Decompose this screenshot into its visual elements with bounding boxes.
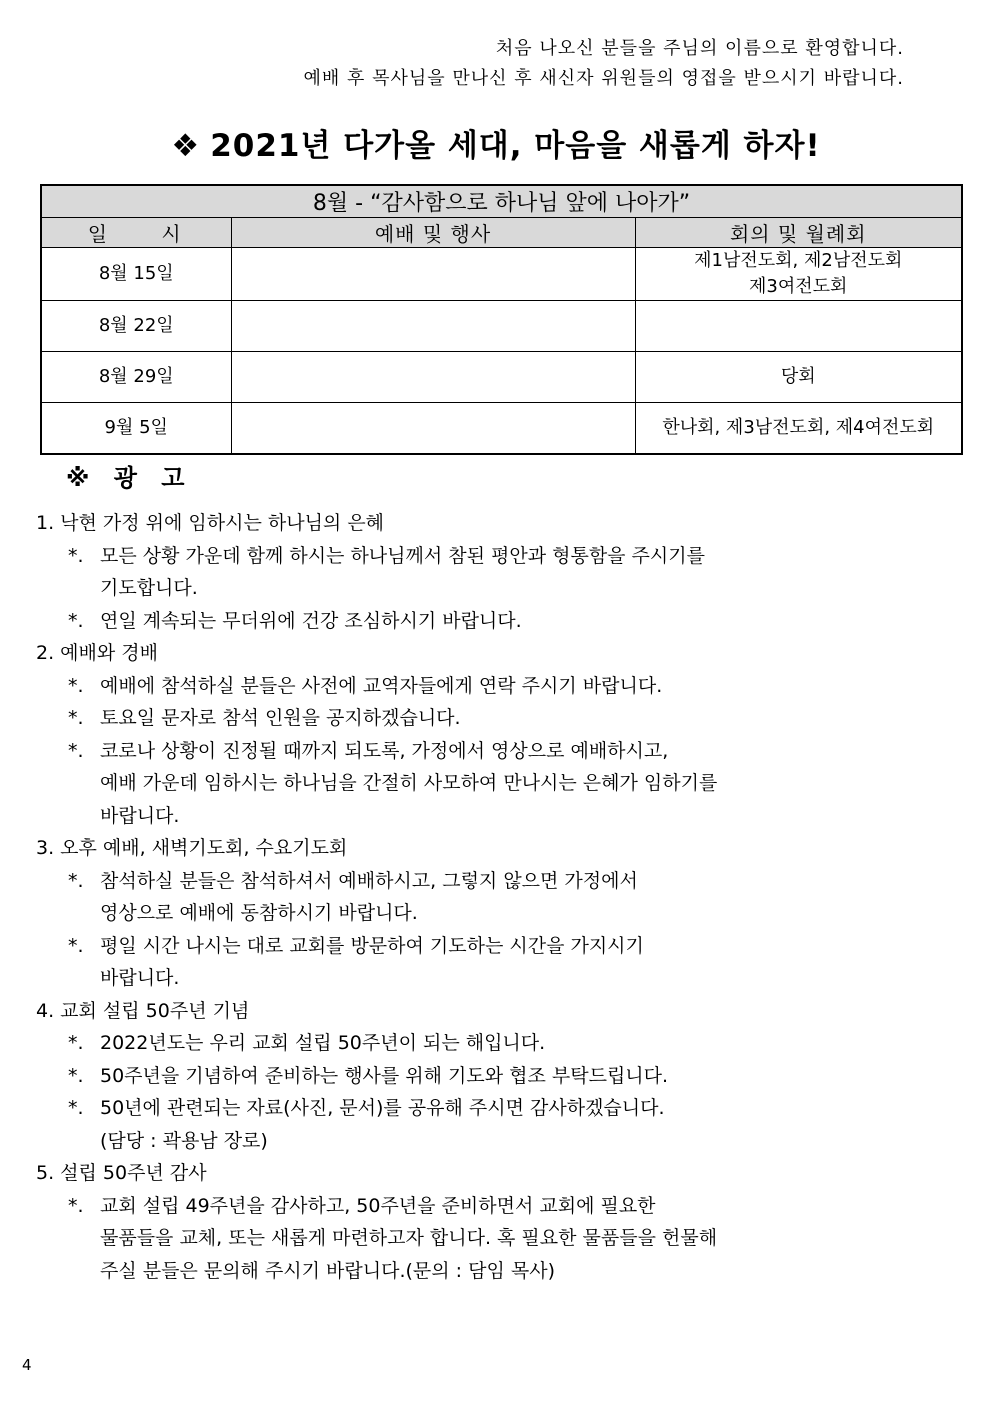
notice-heading: 3. 오후 예배, 새벽기도회, 수요기도회 (36, 837, 348, 859)
row-meeting (635, 301, 962, 352)
row-date: 8월 15일 (41, 248, 231, 301)
page-number: 4 (22, 1356, 32, 1374)
bullet-text: 50년에 관련되는 자료(사진, 문서)를 공유해 주시면 감사하겠습니다. (담당 : 곽용남 장로) (100, 1097, 665, 1152)
notice-bullet (36, 930, 936, 995)
schedule-table (40, 184, 963, 455)
table-row (41, 248, 962, 301)
notice-item (36, 995, 936, 1158)
row-worship (231, 301, 635, 352)
table-row (41, 352, 962, 403)
notice-bullet (36, 540, 936, 605)
notice-item (36, 832, 936, 995)
row-meeting: 한나회, 제3남전도회, 제4여전도회 (635, 403, 962, 455)
row-date: 9월 5일 (41, 403, 231, 455)
notice-heading: 5. 설립 50주년 감사 (36, 1162, 207, 1184)
welcome-message (304, 34, 904, 94)
notice-heading: 4. 교회 설립 50주년 기념 (36, 999, 250, 1022)
bullet-mark: *. (68, 707, 84, 729)
bullet-mark: *. (68, 1097, 84, 1119)
schedule-month-row (41, 185, 962, 218)
bullet-text: 토요일 문자로 참석 인원을 공지하겠습니다. (100, 707, 461, 729)
notice-heading: 2. 예배와 경배 (36, 642, 158, 664)
bullet-mark: *. (68, 1194, 84, 1217)
bullet-mark: *. (68, 544, 84, 567)
bullet-mark: *. (68, 609, 84, 632)
welcome-line-2: 예배 후 목사님을 만나신 후 새신자 위원들의 영접을 받으시기 바랍니다. (303, 68, 904, 89)
main-title-text: 2021년 다가올 세대, 마음을 새롭게 하자! (210, 128, 821, 164)
row-date: 8월 29일 (41, 352, 231, 403)
row-meeting: 당회 (635, 352, 962, 403)
schedule-header-row (41, 218, 962, 248)
row-meeting: 제1남전도회, 제2남전도회 제3여전도회 (635, 248, 962, 301)
notice-item (36, 637, 936, 832)
table-row (41, 301, 962, 352)
bullet-mark: *. (68, 674, 84, 697)
notice-bullet (36, 1027, 936, 1060)
bullet-text: 예배에 참석하실 분들은 사전에 교역자들에게 연락 주시기 바랍니다. (100, 674, 663, 697)
bullet-mark: *. (68, 934, 84, 957)
bullet-mark: *. (68, 739, 84, 762)
notice-bullet (36, 1060, 936, 1093)
header-worship: 예배 및 행사 (231, 218, 635, 248)
notice-item (36, 507, 936, 637)
bullet-text: 50주년을 기념하여 준비하는 행사를 위해 기도와 협조 부탁드립니다. (100, 1064, 669, 1087)
bullet-text: 모든 상황 가운데 함께 하시는 하나님께서 참된 평안과 형통함을 주시기를 기도합니다. (100, 544, 705, 599)
main-title (0, 120, 992, 165)
header-meeting: 회의 및 월례회 (635, 218, 962, 248)
table-row (41, 403, 962, 455)
notice-bullet (36, 735, 936, 833)
bullet-text: 교회 설립 49주년을 감사하고, 50주년을 준비하면서 교회에 필요한 물품들을 교체, 또는 새롭게 마련하고자 합니다. 혹 필요한 물품들을 헌물해 주실 분들은 문의해 주시기 바랍니다.(문의 : 담임 목사) (100, 1194, 718, 1282)
notice-bullet (36, 1092, 936, 1157)
bullet-text: 평일 시간 나시는 대로 교회를 방문하여 기도하는 시간을 가지시기 바랍니다. (100, 934, 644, 989)
notice-bullet (36, 605, 936, 638)
notice-heading: 1. 낙현 가정 위에 임하시는 하나님의 은혜 (36, 512, 385, 534)
row-worship (231, 352, 635, 403)
notice-bullet (36, 670, 936, 703)
header-date: 일 시 (41, 218, 231, 248)
notice-bullet (36, 702, 936, 735)
bullet-text: 2022년도는 우리 교회 설립 50주년이 되는 해입니다. (100, 1032, 546, 1054)
notice-item (36, 1157, 936, 1287)
row-worship (231, 403, 635, 455)
notice-bullet (36, 1190, 936, 1288)
bullet-mark: *. (68, 1032, 84, 1054)
bullet-text: 연일 계속되는 무더위에 건강 조심하시기 바랍니다. (100, 609, 522, 632)
diamond-icon: ❖ (171, 128, 201, 164)
bullet-mark: *. (68, 1064, 84, 1087)
schedule-month-title: 8월 - “감사함으로 하나님 앞에 나아가” (41, 185, 962, 218)
bullet-text: 참석하실 분들은 참석하셔서 예배하시고, 그렇지 않으면 가정에서 영상으로 예배에 동참하시기 바랍니다. (100, 869, 638, 924)
bullet-text: 코로나 상황이 진정될 때까지 되도록, 가정에서 영상으로 예배하시고, 예배 가운데 임하시는 하나님을 간절히 사모하여 만나시는 은혜가 임하기를 바랍니다. (100, 739, 718, 827)
row-date: 8월 22일 (41, 301, 231, 352)
bullet-mark: *. (68, 869, 84, 892)
row-worship (231, 248, 635, 301)
notice-title: ※ 광 고 (66, 464, 193, 492)
notice-bullet (36, 865, 936, 930)
welcome-line-1: 처음 나오신 분들을 주님의 이름으로 환영합니다. (495, 38, 904, 59)
notice-list (36, 507, 936, 1287)
